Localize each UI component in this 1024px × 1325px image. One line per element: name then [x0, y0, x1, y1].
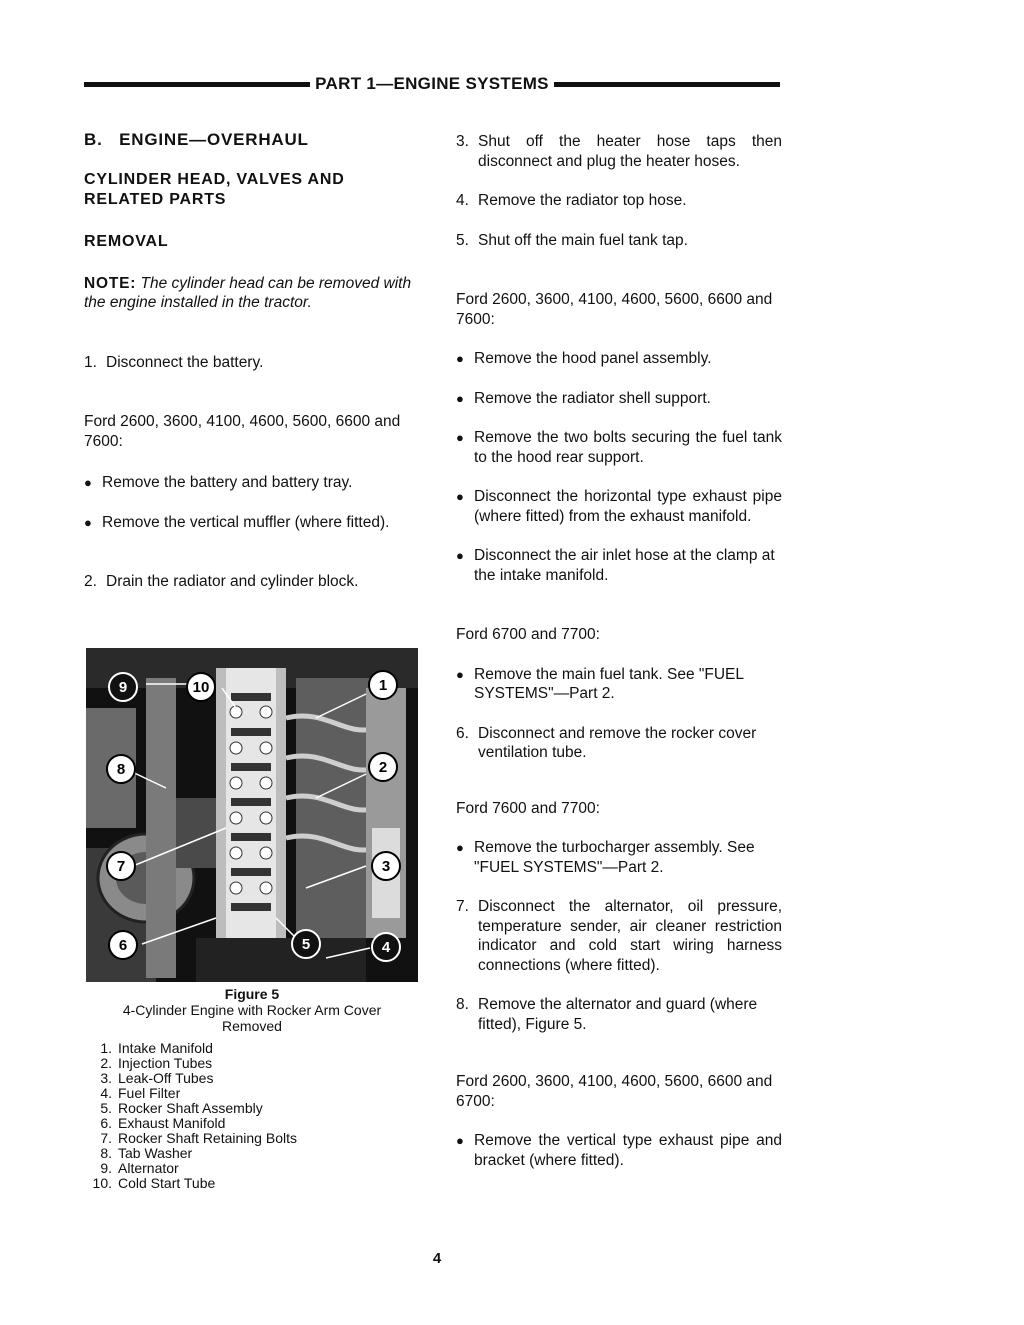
legend-number: 3.: [100, 1070, 112, 1086]
bullet-text: Remove the vertical type exhaust pipe and bracket (where fitted).: [474, 1132, 782, 1169]
step-5: [456, 231, 782, 251]
bullet-icon: ●: [456, 390, 464, 406]
bullet-item: [456, 546, 782, 585]
bullet-item: [84, 513, 416, 533]
step-text: Remove the radiator top hose.: [478, 192, 687, 209]
bullet-text: Remove the turbocharger assembly. See "FUEL SYSTEMS"—Part 2.: [474, 839, 755, 876]
step-text: Shut off the main fuel tank tap.: [478, 231, 688, 249]
bullet-item: [456, 1131, 782, 1170]
legend-number: 10.: [92, 1175, 112, 1191]
legend-number: 9.: [100, 1160, 112, 1176]
bullet-text: Disconnect the air inlet hose at the clamp at the intake manifold.: [474, 547, 775, 584]
bullet-item: [456, 428, 782, 467]
bullet-item: [456, 349, 782, 369]
removal-heading: REMOVAL: [84, 232, 169, 250]
callout-5: 5: [291, 929, 321, 959]
engine-photo: [86, 648, 418, 982]
step-number: 8.: [456, 996, 469, 1013]
legend-number: 1.: [100, 1040, 112, 1056]
right-column: [456, 132, 782, 1170]
figure-legend: [88, 1041, 297, 1191]
legend-row: [88, 1041, 297, 1056]
callout-9: 9: [108, 672, 138, 702]
step-text: Disconnect the battery.: [106, 353, 264, 371]
bullet-text: Remove the two bolts securing the fuel tank to the hood rear support.: [474, 429, 782, 466]
step-number: 6.: [456, 724, 469, 742]
bullet-icon: ●: [84, 514, 92, 530]
legend-row: [88, 1131, 297, 1146]
models-label: Ford 7600 and 7700:: [456, 799, 600, 817]
section-heading: B. ENGINE—OVERHAUL: [84, 130, 309, 149]
legend-label: Alternator: [118, 1160, 179, 1176]
callout-8: 8: [106, 754, 136, 784]
header-title: PART 1—ENGINE SYSTEMS: [315, 74, 549, 93]
legend-label: Intake Manifold: [118, 1040, 213, 1056]
step-8: [456, 995, 782, 1034]
legend-number: 8.: [100, 1145, 112, 1161]
callout-7: 7: [106, 851, 136, 881]
bullet-text: Remove the main fuel tank. See "FUEL SYSTEMS"—Part 2.: [474, 665, 744, 702]
step-number: 1.: [84, 353, 97, 371]
figure-caption-text: 4-Cylinder Engine with Rocker Arm Cover Removed: [122, 1002, 382, 1034]
legend-label: Injection Tubes: [118, 1055, 213, 1071]
legend-row: [88, 1101, 297, 1116]
bullet-icon: ●: [84, 475, 92, 490]
legend-row: [88, 1176, 297, 1191]
step-number: 7.: [456, 898, 469, 915]
step-number: 4.: [456, 192, 469, 209]
bullet-text: Remove the battery and battery tray.: [102, 474, 353, 491]
models-label: Ford 6700 and 7700:: [456, 626, 600, 643]
bullet-text: Disconnect the horizontal type exhaust pipe (where fitted) from the exhaust manifold.: [474, 488, 782, 525]
legend-label: Tab Washer: [118, 1145, 193, 1161]
callout-6: 6: [108, 930, 138, 960]
legend-label: Exhaust Manifold: [118, 1115, 226, 1131]
bullet-item: [456, 389, 782, 409]
step-text: Disconnect and remove the rocker cover ventilation tube.: [478, 724, 757, 761]
step-number: 3.: [456, 133, 469, 150]
bullet-icon: ●: [456, 666, 464, 682]
callout-10: 10: [186, 672, 216, 702]
legend-number: 7.: [100, 1130, 112, 1146]
step-2: [84, 572, 416, 592]
bullet-text: Remove the radiator shell support.: [474, 389, 711, 407]
step-1: [84, 353, 416, 373]
legend-label: Fuel Filter: [118, 1085, 181, 1101]
legend-number: 6.: [100, 1115, 112, 1131]
bullet-icon: ●: [456, 1133, 464, 1148]
bullet-text: Remove the vertical muffler (where fitted).: [102, 513, 390, 531]
legend-row: [88, 1086, 297, 1101]
legend-label: Rocker Shaft Assembly: [118, 1100, 263, 1116]
bullet-item: [456, 838, 782, 877]
legend-number: 4.: [100, 1085, 112, 1101]
note: [84, 274, 416, 313]
step-text: Remove the alternator and guard (where fitted), Figure 5.: [478, 996, 758, 1033]
legend-row: [88, 1056, 297, 1071]
step-text: Disconnect the alternator, oil pressure, temperature sender, air cleaner restriction indicator and cold start wiring harness connections (where fitted).: [478, 898, 782, 974]
legend-row: [88, 1161, 297, 1176]
bullet-icon: ●: [456, 840, 464, 855]
step-number: 2.: [84, 573, 97, 590]
legend-label: Leak-Off Tubes: [118, 1070, 214, 1086]
callout-3: 3: [371, 851, 401, 881]
note-text: The cylinder head can be removed with the engine installed in the tractor.: [84, 274, 412, 311]
legend-row: [88, 1146, 297, 1161]
note-label: NOTE:: [84, 274, 137, 292]
step-3: [456, 132, 782, 171]
header-rule-left: [84, 82, 310, 87]
page-number: 4: [432, 1250, 442, 1267]
legend-row: [88, 1116, 297, 1131]
step-text: Shut off the heater hose taps then disconnect and plug the heater hoses.: [478, 133, 782, 170]
bullet-item: [456, 487, 782, 526]
bullet-icon: ●: [456, 430, 464, 445]
legend-label: Cold Start Tube: [118, 1175, 216, 1191]
step-number: 5.: [456, 231, 469, 249]
bullet-text: Remove the hood panel assembly.: [474, 350, 712, 367]
models-label: Ford 2600, 3600, 4100, 4600, 5600, 6600 and 6700:: [456, 1073, 773, 1110]
legend-label: Rocker Shaft Retaining Bolts: [118, 1130, 297, 1146]
engine-illustration: [86, 648, 418, 982]
figure-title: Figure 5: [224, 986, 280, 1002]
legend-row: [88, 1071, 297, 1086]
models-label: Ford 2600, 3600, 4100, 4600, 5600, 6600 and 7600:: [84, 413, 401, 450]
callout-1: 1: [368, 670, 398, 700]
models-label: Ford 2600, 3600, 4100, 4600, 5600, 6600 and 7600:: [456, 291, 773, 328]
callout-2: 2: [368, 752, 398, 782]
step-text: Drain the radiator and cylinder block.: [106, 573, 359, 590]
step-6: [456, 724, 782, 763]
bullet-item: [456, 665, 782, 704]
subheading: CYLINDER HEAD, VALVES AND RELATED PARTS: [84, 170, 345, 208]
left-column: [84, 130, 416, 592]
figure-caption: [86, 986, 418, 1034]
step-4: [456, 191, 782, 211]
bullet-item: [84, 473, 416, 493]
legend-number: 5.: [100, 1100, 112, 1116]
step-7: [456, 897, 782, 975]
header-rule-right: [554, 82, 780, 87]
bullet-icon: ●: [456, 548, 464, 563]
bullet-icon: ●: [456, 351, 464, 366]
callout-4: 4: [371, 932, 401, 962]
bullet-icon: ●: [456, 489, 464, 504]
page-header: [84, 74, 780, 94]
legend-number: 2.: [100, 1055, 112, 1071]
